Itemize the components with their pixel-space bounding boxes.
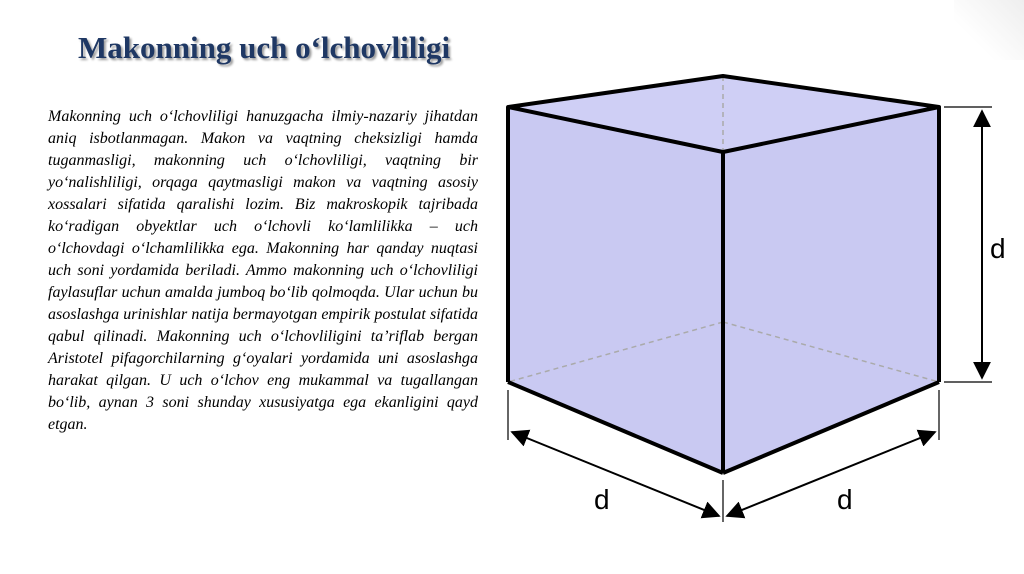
height-label: d [990, 233, 1006, 264]
depth-label: d [594, 484, 610, 515]
cube-front-face [508, 107, 723, 473]
height-dimension [944, 107, 992, 382]
slide-title: Makonning uch o‘lchovliligi [78, 30, 451, 65]
width-label: d [837, 484, 853, 515]
cube-right-face [723, 107, 939, 473]
body-paragraph: Makonning uch o‘lchovliligi hanuzgacha ilmiy-nazariy jihatdan aniq isbotlanmagan. Makon va vaqtning cheksizligi hamda tuganmasligi, makonning uch o‘lchovliligi, vaqtning bir yo‘nalishliligi, orqaga qaytmasligi makon va vaqtning asosiy xossalari sifatida qaralishi lozim. Biz makroskopik tajribada ko‘radigan obyektlar uch o‘lchovli ko‘lamlilikka – uch o‘lchovdagi o‘lchamlilikka ega. Makonning har qanday nuqtasi uch soni yordamida beriladi. Ammo makonning uch o‘lchovliligi faylasuflar uchun amalda jumboq bo‘lib qolmoqda. Ular uchun bu asoslashga urinishlar natija bermayotgan empirik postulat sifatida qabul qilinadi. Makonning uch o‘lchovliligini ta’riflab bergan Aristotel pifagorchilarning g‘oyalari yordamida uni asoslashga harakat qilgan. U uch o‘lchov eng mukammal va tugallangan bo‘lib, aynan 3 soni shunday xususiyatga ega ekanligini qayd etgan. [48, 108, 478, 433]
